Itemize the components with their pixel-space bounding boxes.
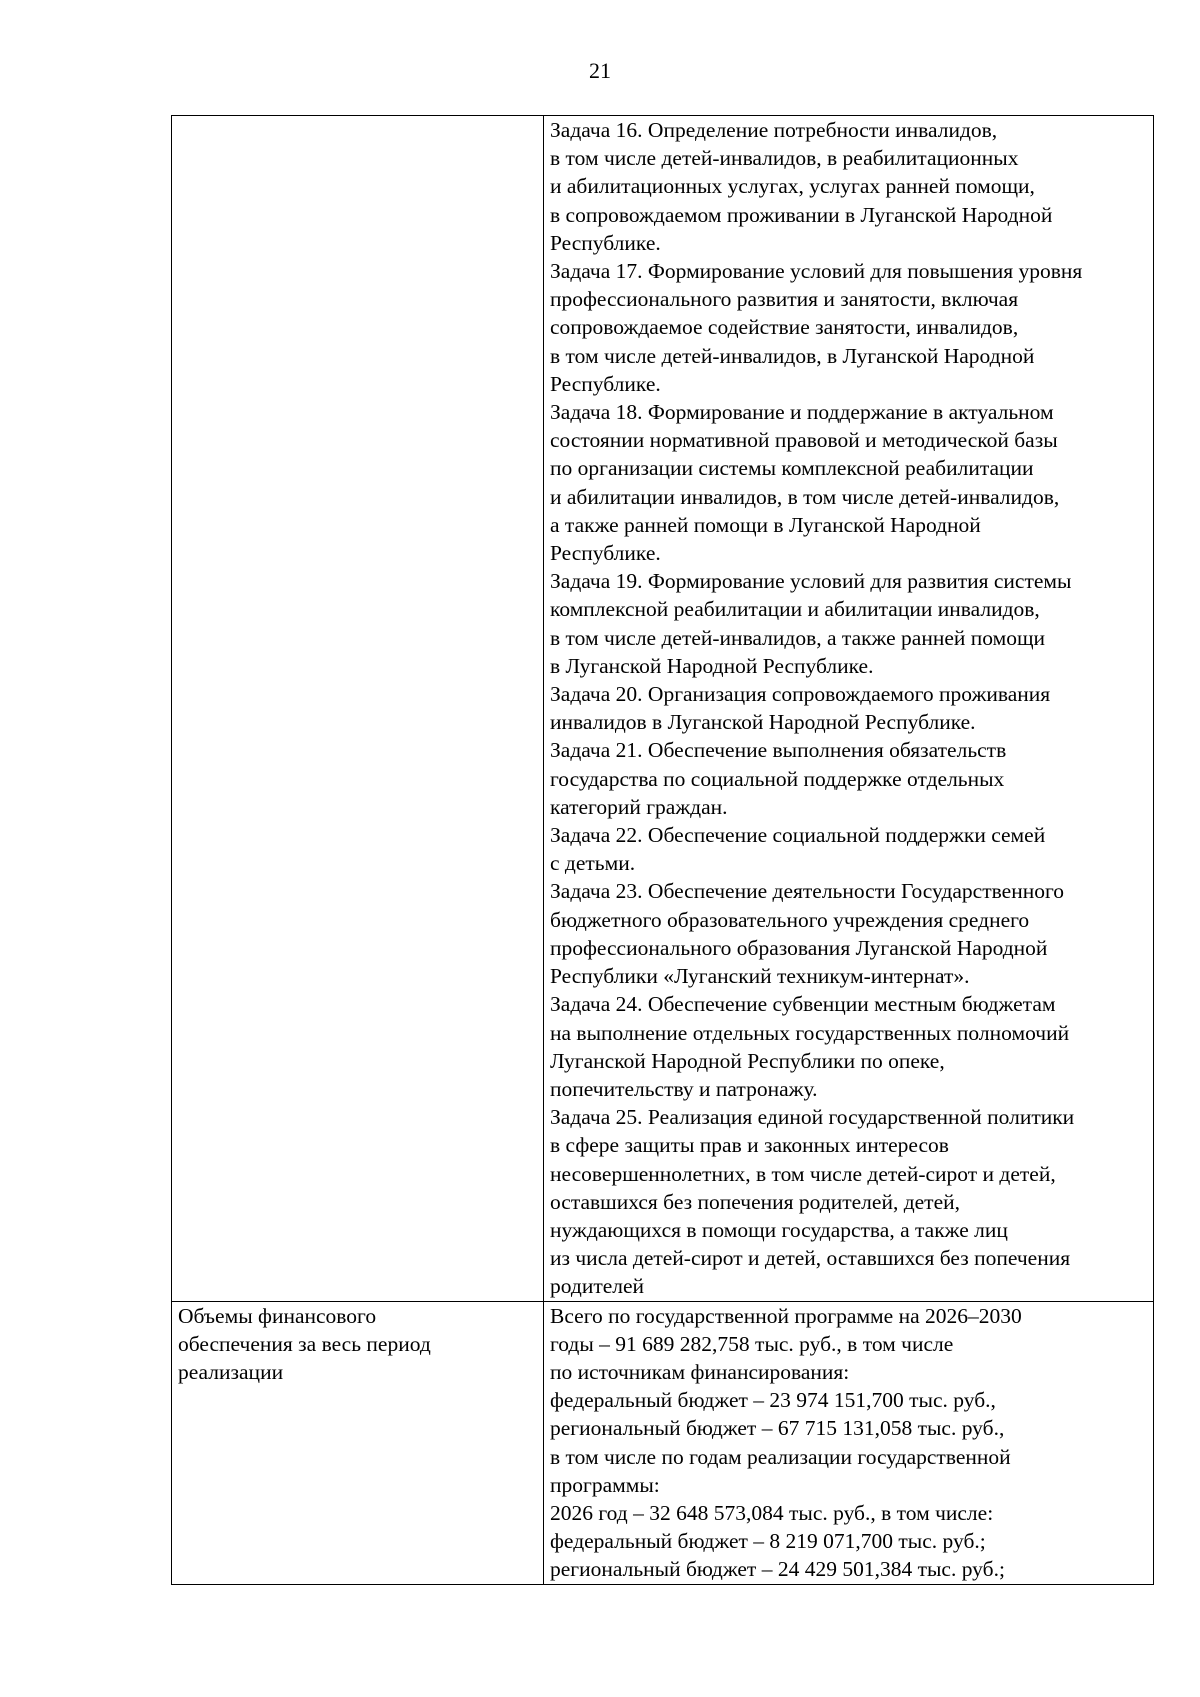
content-line: профессионального развития и занятости, включая bbox=[550, 287, 1019, 312]
content-line: профессионального образования Луганской Народной bbox=[550, 935, 1048, 960]
content-line: инвалидов в Луганской Народной Республике. bbox=[550, 710, 976, 735]
content-line: Республики «Луганский техникум-интернат». bbox=[550, 964, 970, 989]
content-line: в том числе по годам реализации государственной bbox=[550, 1444, 1011, 1469]
content-line: по источникам финансирования: bbox=[550, 1359, 850, 1384]
row-label-cell bbox=[172, 116, 544, 1302]
content-line: из числа детей-сирот и детей, оставшихся без попечения bbox=[550, 1246, 1071, 1271]
content-line: 2026 год – 32 648 573,084 тыс. руб., в том числе: bbox=[550, 1500, 994, 1525]
content-line: в том числе детей-инвалидов, в реабилитационных bbox=[550, 146, 1019, 171]
content-line: Задача 25. Реализация единой государственной политики bbox=[550, 1105, 1075, 1130]
content-line: в сопровождаемом проживании в Луганской Народной bbox=[550, 202, 1053, 227]
table-body bbox=[172, 116, 1154, 1585]
label-line: реализации bbox=[178, 1359, 284, 1384]
label-line: Объемы финансового bbox=[178, 1303, 377, 1328]
content-line: попечительству и патронажу. bbox=[550, 1076, 818, 1101]
content-line: Республике. bbox=[550, 541, 661, 566]
content-line: родителей bbox=[550, 1274, 645, 1299]
content-line: Задача 16. Определение потребности инвалидов, bbox=[550, 118, 998, 142]
content-line: федеральный бюджет – 23 974 151,700 тыс. руб., bbox=[550, 1388, 996, 1413]
content-line: годы – 91 689 282,758 тыс. руб., в том числе bbox=[550, 1331, 954, 1356]
content-line: Задача 19. Формирование условий для развития системы bbox=[550, 569, 1072, 594]
content-line: Задача 24. Обеспечение субвенции местным бюджетам bbox=[550, 992, 1056, 1017]
content-line: а также ранней помощи в Луганской Народной bbox=[550, 512, 981, 537]
content-line: Задача 17. Формирование условий для повышения уровня bbox=[550, 259, 1083, 284]
content-line: государства по социальной поддержке отдельных bbox=[550, 766, 1005, 791]
content-line: Задача 22. Обеспечение социальной поддержки семей bbox=[550, 823, 1046, 848]
row-content-cell bbox=[544, 1301, 1154, 1584]
content-line: Задача 23. Обеспечение деятельности Государственного bbox=[550, 879, 1064, 904]
content-line: оставшихся без попечения родителей, детей, bbox=[550, 1189, 961, 1214]
content-line: региональный бюджет – 67 715 131,058 тыс. руб., bbox=[550, 1416, 1005, 1441]
content-line: Всего по государственной программе на 2026–2030 bbox=[550, 1303, 1022, 1328]
content-line: категорий граждан. bbox=[550, 794, 728, 819]
table-row bbox=[172, 116, 1154, 1302]
content-line: региональный бюджет – 24 429 501,384 тыс. руб.; bbox=[550, 1557, 1005, 1582]
label-line: обеспечения за весь период bbox=[178, 1331, 431, 1356]
content-line: состоянии нормативной правовой и методической базы bbox=[550, 428, 1058, 453]
content-line: бюджетного образовательного учреждения среднего bbox=[550, 907, 1030, 932]
content-line: нуждающихся в помощи государства, а также лиц bbox=[550, 1217, 1008, 1242]
passport-table bbox=[171, 115, 1154, 1585]
content-line: Луганской Народной Республики по опеке, bbox=[550, 1048, 945, 1073]
content-line: в сфере защиты прав и законных интересов bbox=[550, 1133, 949, 1158]
content-line: Задача 18. Формирование и поддержание в актуальном bbox=[550, 400, 1054, 425]
content-line: федеральный бюджет – 8 219 071,700 тыс. руб.; bbox=[550, 1529, 986, 1554]
row-content-cell bbox=[544, 116, 1154, 1302]
content-line: несовершеннолетних, в том числе детей-сирот и детей, bbox=[550, 1161, 1056, 1186]
content-line: на выполнение отдельных государственных полномочий bbox=[550, 1020, 1070, 1045]
content-line: по организации системы комплексной реабилитации bbox=[550, 456, 1034, 481]
content-line: в том числе детей-инвалидов, а также ранней помощи bbox=[550, 625, 1046, 650]
content-line: Республике. bbox=[550, 371, 661, 396]
content-line: Задача 20. Организация сопровождаемого проживания bbox=[550, 682, 1051, 707]
content-line: и абилитационных услугах, услугах ранней помощи, bbox=[550, 174, 1035, 199]
content-line: с детьми. bbox=[550, 851, 636, 876]
content-line: Республике. bbox=[550, 230, 661, 255]
content-line: программы: bbox=[550, 1472, 660, 1497]
table-row bbox=[172, 1301, 1154, 1584]
content-line: в том числе детей-инвалидов, в Луганской Народной bbox=[550, 343, 1035, 368]
content-line: сопровождаемое содействие занятости, инвалидов, bbox=[550, 315, 1019, 340]
content-line: в Луганской Народной Республике. bbox=[550, 653, 874, 678]
row-label-cell bbox=[172, 1301, 544, 1584]
content-line: Задача 21. Обеспечение выполнения обязательств bbox=[550, 738, 1007, 763]
content-line: комплексной реабилитации и абилитации инвалидов, bbox=[550, 597, 1040, 622]
content-line: и абилитации инвалидов, в том числе детей-инвалидов, bbox=[550, 484, 1060, 509]
page-number: 21 bbox=[589, 58, 611, 83]
